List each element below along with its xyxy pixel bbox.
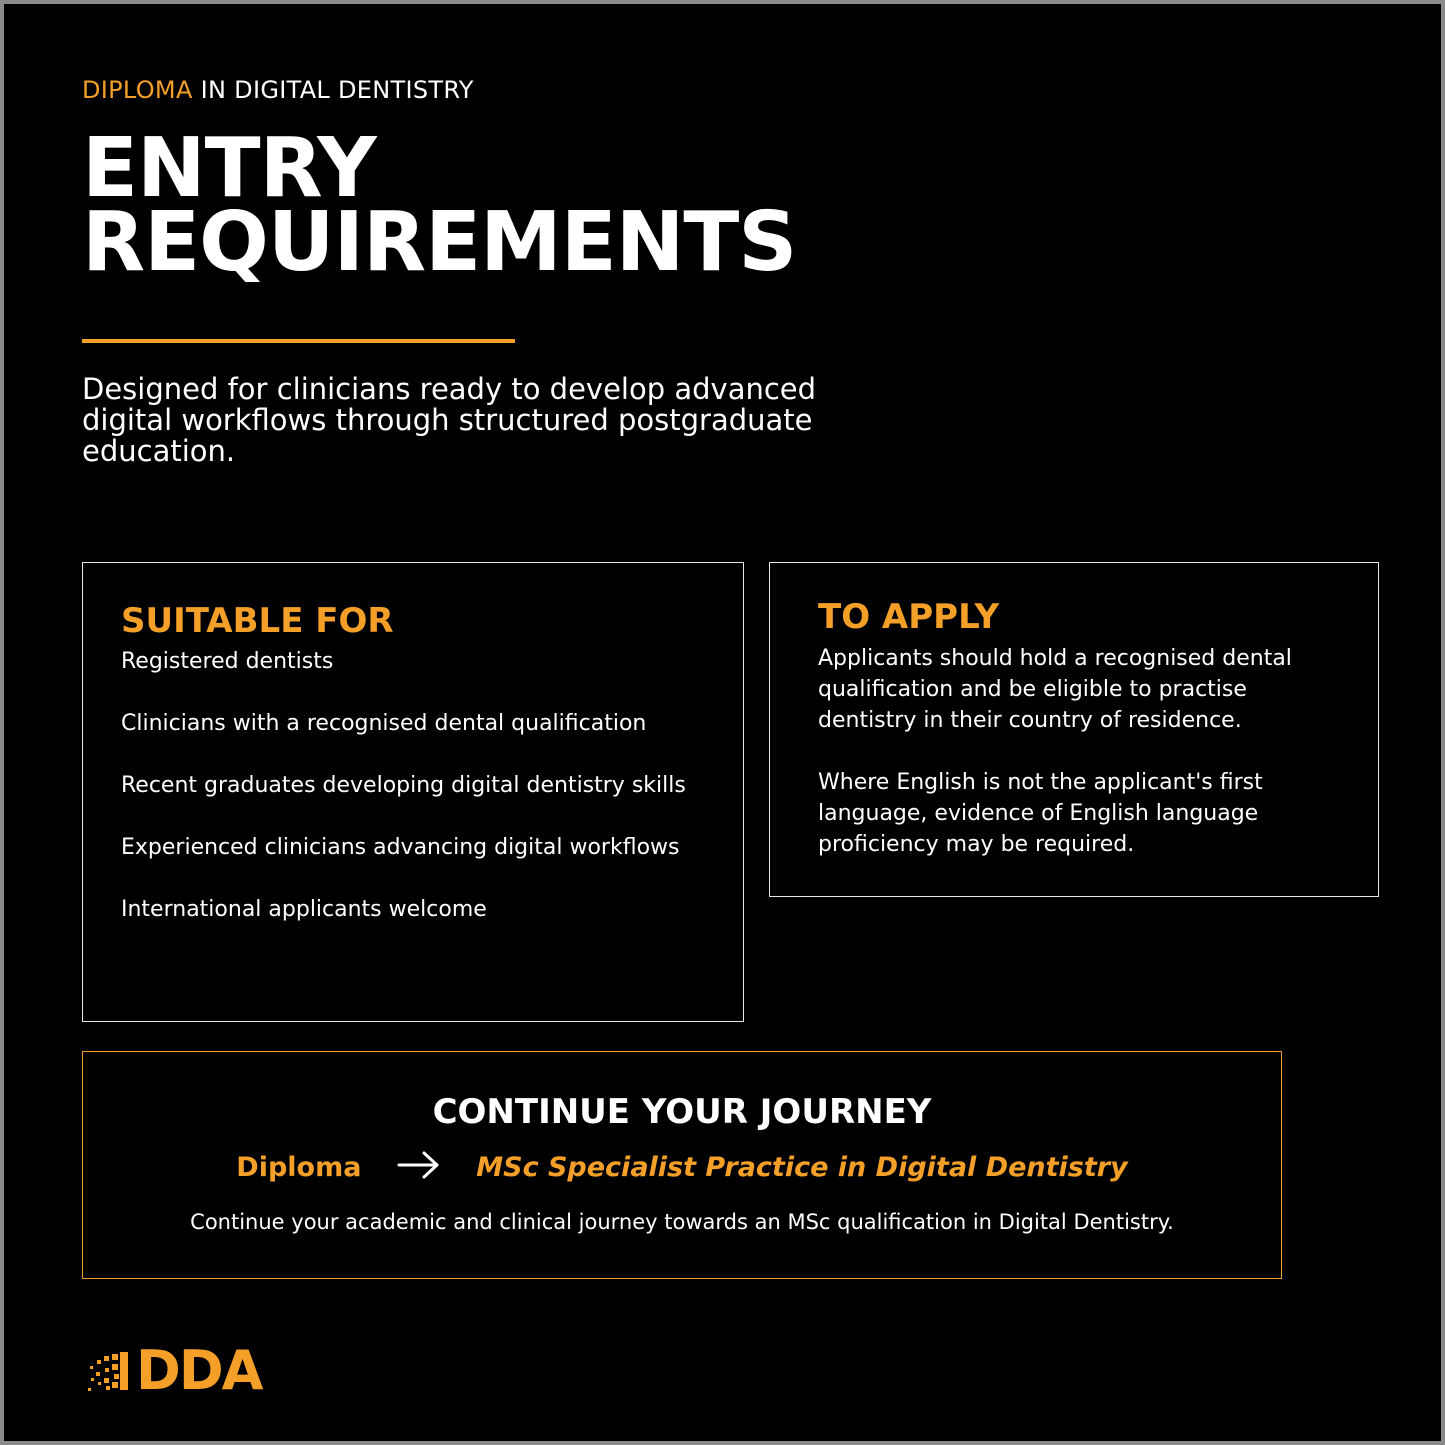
journey-description: Continue your academic and clinical journey towards an MSc qualification in Digital Dentistry. bbox=[190, 1210, 1174, 1234]
title-line-1: ENTRY bbox=[82, 121, 376, 216]
title-line-2: REQUIREMENTS bbox=[82, 195, 797, 290]
list-item: Registered dentists bbox=[121, 649, 334, 674]
eyebrow-accent: DIPLOMA bbox=[82, 76, 193, 104]
list-item: Recent graduates developing digital dentistry skills bbox=[121, 773, 686, 798]
list-item: International applicants welcome bbox=[121, 897, 487, 922]
list-item: Clinicians with a recognised dental qualification bbox=[121, 711, 647, 736]
apply-paragraph: Where English is not the applicant's first language, evidence of English language proficiency may be required. bbox=[818, 770, 1263, 857]
eyebrow-rest: IN DIGITAL DENTISTRY bbox=[200, 76, 474, 104]
path-to: MSc Specialist Practice in Digital Dentistry bbox=[476, 1152, 1128, 1183]
accent-divider bbox=[82, 339, 515, 343]
suitable-for-card bbox=[82, 562, 744, 1022]
list-item: Experienced clinicians advancing digital workflows bbox=[121, 835, 680, 860]
progression-path bbox=[83, 1150, 1281, 1187]
page-title bbox=[82, 121, 797, 290]
journey-card bbox=[82, 1051, 1282, 1279]
arrow-right-icon bbox=[397, 1150, 441, 1187]
dda-logo bbox=[86, 1339, 262, 1402]
pixel-dissolve-icon bbox=[86, 1348, 132, 1394]
logo-wordmark: DDA bbox=[136, 1339, 262, 1402]
intro-text: Designed for clinicians ready to develop advanced digital workflows through structured postgraduate education. bbox=[82, 372, 817, 468]
eyebrow bbox=[82, 76, 474, 104]
suitable-for-heading: SUITABLE FOR bbox=[121, 601, 394, 641]
suitable-for-list bbox=[121, 647, 711, 957]
apply-paragraph: Applicants should hold a recognised dental qualification and be eligible to practise dentistry in their country of residence. bbox=[818, 646, 1292, 733]
journey-title: CONTINUE YOUR JOURNEY bbox=[432, 1092, 932, 1132]
to-apply-heading: TO APPLY bbox=[818, 597, 1000, 637]
to-apply-body bbox=[818, 643, 1348, 891]
path-from: Diploma bbox=[236, 1152, 362, 1183]
to-apply-card bbox=[769, 562, 1379, 897]
